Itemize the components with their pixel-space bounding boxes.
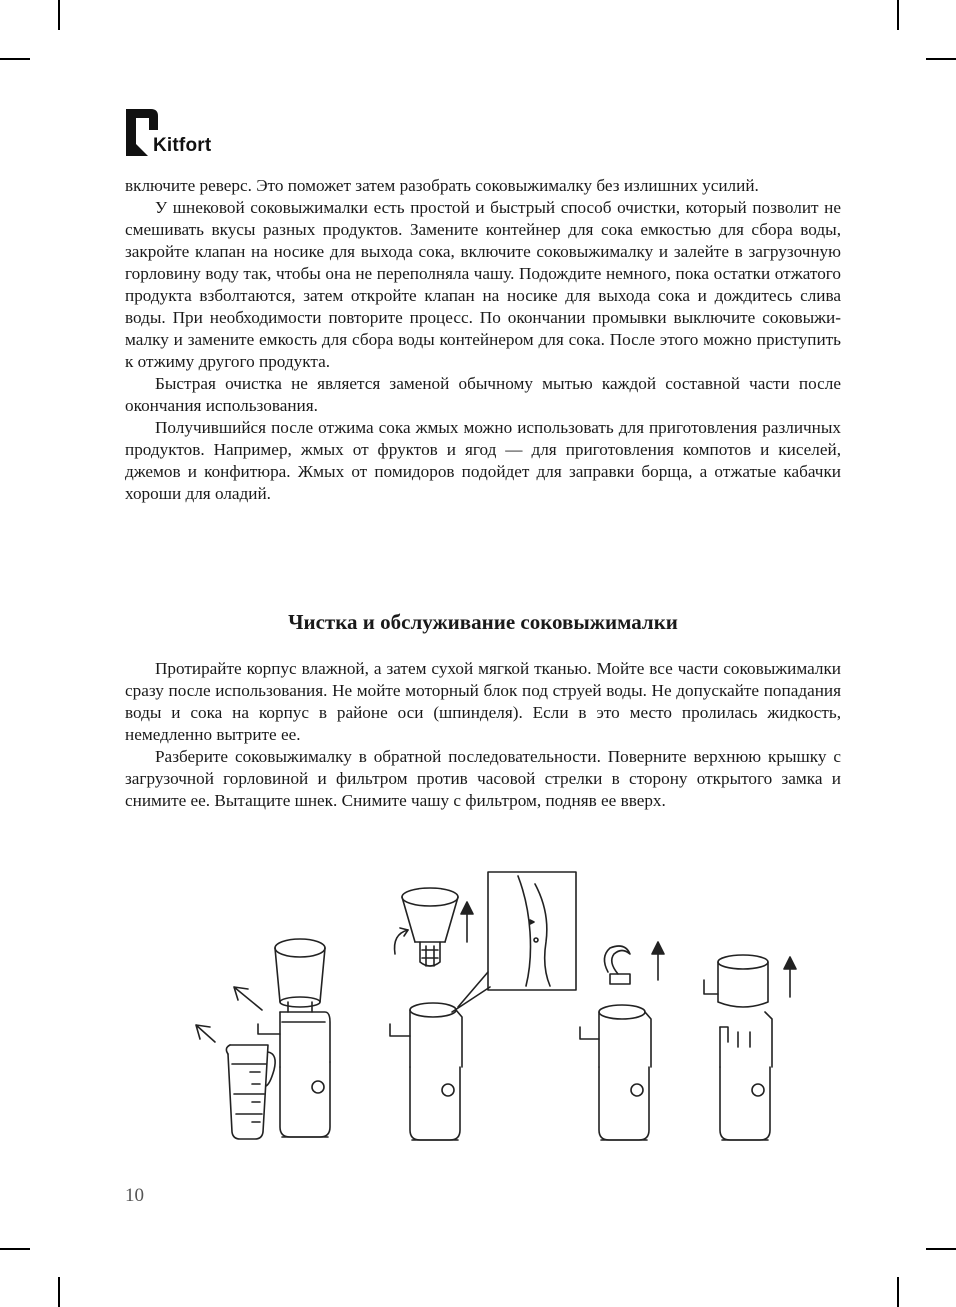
paragraph: Разберите соковыжималку в обратной последовательности. Поверните верхнюю крышку с загрузочной горловиной и фильтром против часовой стрелки в сторону открытого замка и снимите ее. Вытащите шнек. Снимите чашу с фильтром, подняв ее вверх. <box>125 747 841 810</box>
crop-mark <box>897 0 899 30</box>
brand-name: Kitfort <box>153 135 212 156</box>
bowl-removal-figure <box>704 955 796 1140</box>
crop-mark <box>0 58 30 60</box>
crop-mark <box>926 1248 956 1250</box>
paragraph: Быстрая очистка не является заменой обычному мытью каждой составной части после окончания использования. <box>125 374 841 415</box>
paragraph: Протирайте корпус влажной, а затем сухой мягкой тканью. Мойте все части соковыжималки сразу после использования. Не мойте моторный блок под струей воды. Не допускайте попадания воды и сока на корпус в районе оси (шпинделя). Если в это место пролилась жидкость, немедленно вытрите ее. <box>125 659 841 744</box>
crop-mark <box>0 1248 30 1250</box>
page-number: 10 <box>125 1185 144 1206</box>
crop-mark <box>58 0 60 30</box>
lid-removal-figure <box>390 872 576 1140</box>
paragraph: Получившийся после отжима сока жмых можно использовать для приготовления различных продуктов. Например, жмых от фруктов и ягод — для приготовления компотов и киселей, джемов и конфитюра. Жмых от помидоров подойдет для заправки борща, а отжатые кабачки хороши для оладий. <box>125 418 841 503</box>
disassembly-illustration <box>190 862 810 1152</box>
paragraph: включите реверс. Это поможет затем разобрать соковыжималку без излишних усилий. <box>125 176 759 195</box>
juicer-with-jug-figure <box>196 939 330 1139</box>
section-title: Чистка и обслуживание соковыжималки <box>288 610 678 634</box>
crop-mark <box>58 1277 60 1307</box>
crop-mark <box>926 58 956 60</box>
crop-mark <box>897 1277 899 1307</box>
section-text <box>125 658 841 812</box>
paragraph: У шнековой соковыжималки есть простой и быстрый способ очистки, который позволит не смешивать вкусы разных продуктов. Замените контейнер для сока емкостью для сбора воды, закройте клапан на носике для выхода сока, включите соковыжималку и залейте в загрузочную горловину воду так, чтобы она не переполняла чашу. Подождите немного, пока остатки отжатого продукта взболтаются, затем откройте клапан на носике для выхода сока и дождитесь слива воды. При необходимости повторите процесс. По окончании промывки выключите соковыжималку и замените емкость для сбора воды контейнером для сока. После этого можно приступить к отжиму другого продукта. <box>125 198 841 371</box>
auger-removal-figure <box>580 942 664 1140</box>
intro-text <box>125 175 841 505</box>
